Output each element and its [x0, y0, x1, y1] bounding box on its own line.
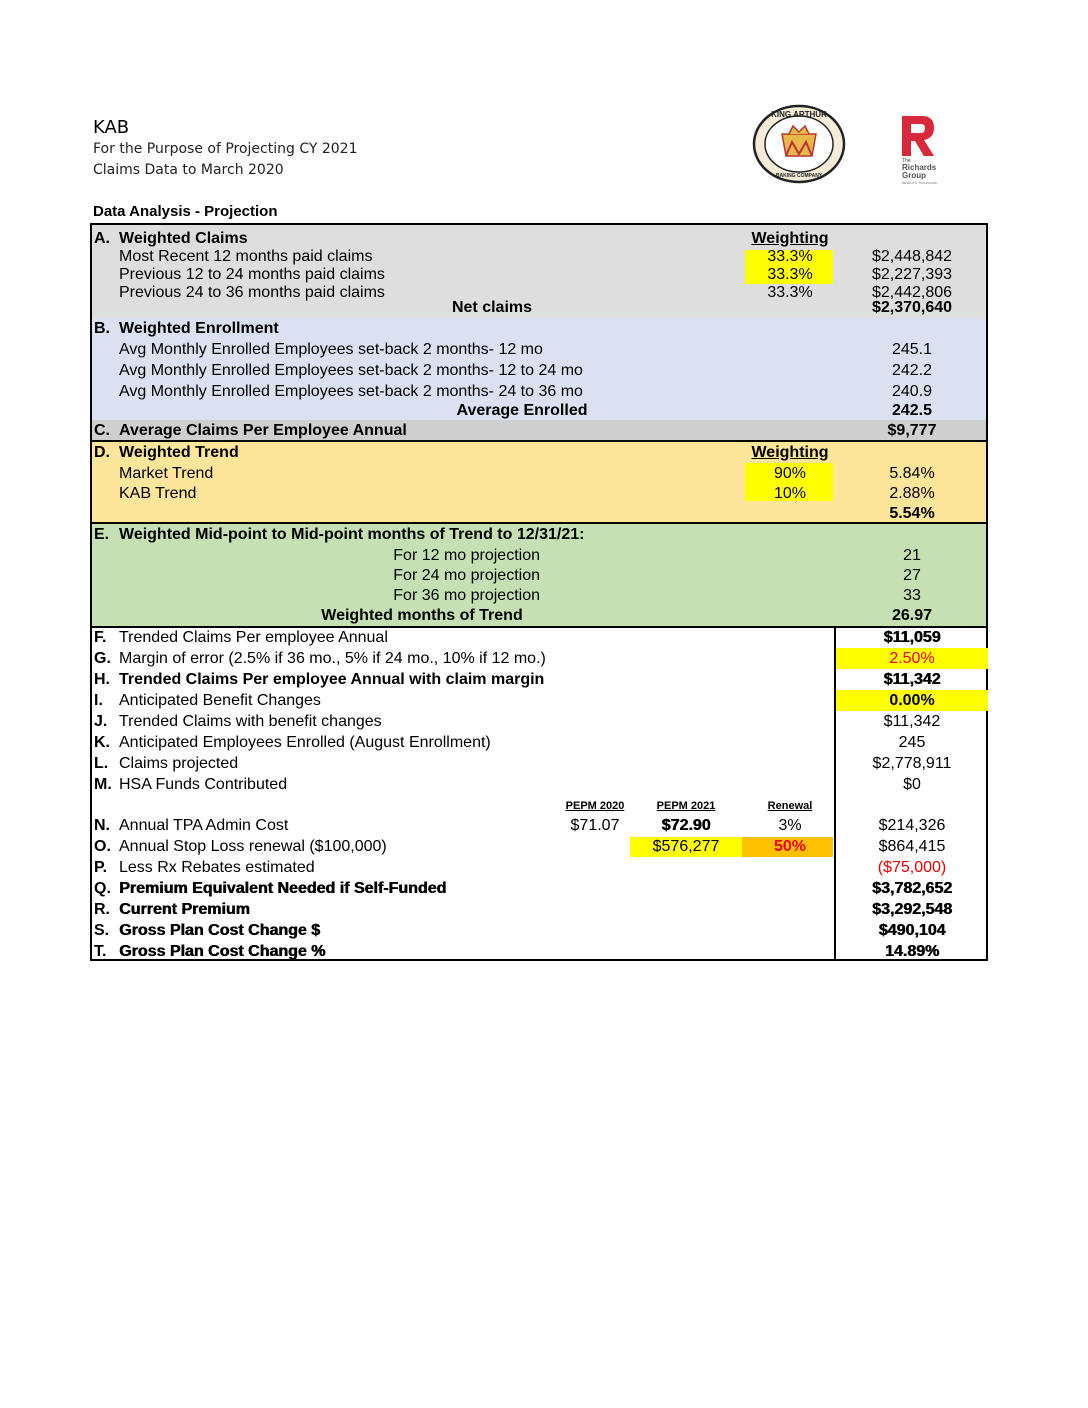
- row-a-total: Net claims $2,370,640: [451, 299, 953, 316]
- row-r: R. Current Premium $3,292,548: [94, 901, 953, 918]
- row-e-3: For 36 mo projection 33: [393, 587, 921, 604]
- row-l: L. Claims projected $2,778,911: [94, 755, 952, 772]
- row-e-1: For 12 mo projection 21: [393, 547, 921, 564]
- row-m: M. HSA Funds Contributed $0: [94, 776, 921, 793]
- row-pepm-headers: PEPM 2020 PEPM 2021 Renewal: [565, 800, 813, 812]
- section-title: Data Analysis - Projection: [93, 203, 278, 220]
- row-p: P. Less Rx Rebates estimated ($75,000): [94, 859, 947, 876]
- row-b-1: Avg Monthly Enrolled Employees set-back 2 months- 12 mo 245.1: [119, 341, 933, 358]
- king-arthur-logo: [752, 104, 846, 184]
- row-c: C. Average Claims Per Employee Annual $9,777: [94, 422, 937, 439]
- projection-table: [90, 223, 988, 961]
- row-f: F. Trended Claims Per employee Annual $11,059: [94, 629, 941, 646]
- row-o: O. Annual Stop Loss renewal ($100,000) $576,277 50% $864,415: [94, 838, 946, 855]
- row-j: J. Trended Claims with benefit changes $11,342: [94, 713, 941, 730]
- row-h: H. Trended Claims Per employee Annual with claim margin $11,342: [94, 671, 941, 688]
- svg-text:KING ARTHUR: KING ARTHUR: [771, 110, 827, 119]
- svg-text:Richards: Richards: [902, 163, 937, 172]
- row-a-2: Previous 12 to 24 months paid claims 33.3% $2,227,393: [119, 266, 953, 283]
- row-b-2: Avg Monthly Enrolled Employees set-back 2 months- 12 to 24 mo 242.2: [119, 362, 933, 379]
- row-d-title: D. Weighted Trend Weighting: [94, 444, 829, 461]
- row-d-total: 5.54%: [889, 505, 935, 522]
- row-k: K. Anticipated Employees Enrolled (August Enrollment) 245: [94, 734, 926, 751]
- row-b-3: Avg Monthly Enrolled Employees set-back 2 months- 24 to 36 mo 240.9: [119, 383, 933, 400]
- report-title: KAB: [93, 117, 130, 138]
- row-a-1: Most Recent 12 months paid claims 33.3% $2,448,842: [119, 248, 953, 265]
- row-b-title: B. Weighted Enrollment: [94, 320, 279, 337]
- richards-group-logo: [898, 114, 956, 188]
- svg-text:The: The: [902, 158, 911, 164]
- report-subtitle-1: For the Purpose of Projecting CY 2021: [93, 141, 358, 157]
- row-a-title: A. Weighted Claims Weighting: [94, 230, 829, 247]
- row-t: T. Gross Plan Cost Change % 14.89%: [94, 943, 940, 960]
- svg-text:Group: Group: [902, 171, 926, 180]
- row-b-total: Average Enrolled 242.5: [456, 402, 933, 419]
- svg-text:BAKING COMPANY: BAKING COMPANY: [775, 173, 823, 179]
- row-d-2: KAB Trend 10% 2.88%: [119, 485, 935, 502]
- row-e-total: Weighted months of Trend 26.97: [321, 607, 933, 624]
- row-i: I. Anticipated Benefit Changes 0.00%: [94, 692, 935, 709]
- row-s: S. Gross Plan Cost Change $ $490,104: [94, 922, 946, 939]
- row-a-3: Previous 24 to 36 months paid claims 33.3% $2,442,806: [119, 284, 953, 301]
- report-subtitle-2: Claims Data to March 2020: [93, 162, 284, 178]
- row-d-1: Market Trend 90% 5.84%: [119, 465, 935, 482]
- row-q: Q. Premium Equivalent Needed if Self-Funded $3,782,652: [94, 880, 953, 897]
- row-e-2: For 24 mo projection 27: [393, 567, 921, 584]
- row-n: N. Annual TPA Admin Cost $71.07 $72.90 3% $214,326: [94, 817, 946, 834]
- svg-text:BENEFITS · INSURANCE: BENEFITS · INSURANCE: [902, 181, 938, 185]
- row-g: G. Margin of error (2.5% if 36 mo., 5% if 24 mo., 10% if 12 mo.) 2.50%: [94, 650, 935, 667]
- row-e-title: E. Weighted Mid-point to Mid-point months of Trend to 12/31/21:: [94, 526, 585, 543]
